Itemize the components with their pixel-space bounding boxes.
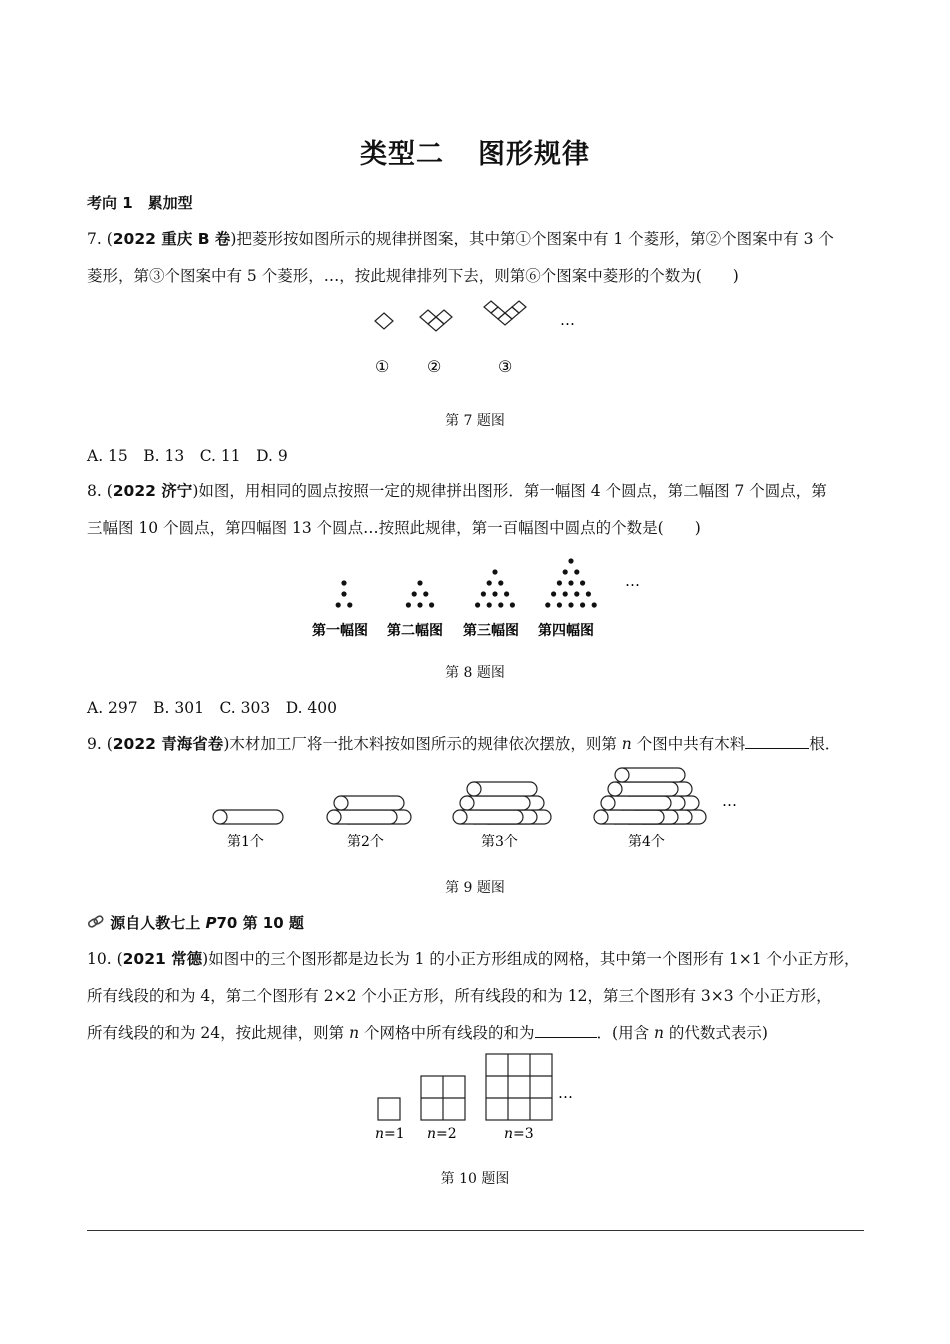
q7-caption: 第 7 题图: [445, 413, 505, 429]
dot: [475, 602, 480, 607]
q8-label-1: 第一幅图: [312, 623, 368, 639]
answer-blank[interactable]: [535, 1023, 597, 1038]
dot: [492, 591, 497, 596]
dot: [545, 602, 550, 607]
grid-2x2: [421, 1076, 465, 1120]
q7-line2: 菱形，第③个图案中有 5 个菱形，…，按此规律排列下去，则第⑥个图案中菱形的个数为( ): [87, 267, 739, 285]
q9-ellipsis: …: [722, 792, 737, 810]
q8-options: A. 297 B. 301 C. 303 D. 400: [87, 699, 338, 717]
dot: [412, 591, 417, 596]
q10-line3: 所有线段的和为 24，按此规律，则第 n 个网格中所有线段的和为 ．(用含 n 的代数式表示): [87, 1024, 768, 1042]
q9-figure: [205, 760, 750, 855]
dot: [563, 591, 568, 596]
log: [474, 782, 537, 796]
dot: [557, 602, 562, 607]
q10-line2: 所有线段的和为 4，第二个图形有 2×2 个小正方形，所有线段的和为 12，第三个图形有 3×3 个小正方形，: [87, 987, 832, 1005]
dot: [487, 580, 492, 585]
q7-label-3: ③: [498, 357, 513, 376]
dot: [574, 591, 579, 596]
grid-1x1: [378, 1098, 400, 1120]
svg-text:n=2: [427, 1126, 457, 1142]
log-end: [467, 782, 481, 796]
log: [608, 796, 671, 810]
dot: [592, 602, 597, 607]
dot: [417, 580, 422, 585]
svg-text:n=1: [375, 1126, 405, 1142]
log: [467, 796, 530, 810]
q8-label-3: 第三幅图: [463, 623, 519, 639]
dot: [580, 580, 585, 585]
q10-label-2: =2: [436, 1126, 457, 1142]
q8-label-2: 第二幅图: [387, 623, 443, 639]
log-end: [460, 796, 474, 810]
var-n: n: [427, 1126, 437, 1142]
section-heading: 考向 1 累加型: [87, 194, 193, 212]
log: [341, 796, 404, 810]
dot: [586, 591, 591, 596]
q10-figure: [370, 1050, 590, 1145]
q7-ellipsis: …: [560, 311, 575, 329]
q8-line2: 三幅图 10 个圆点，第四幅图 13 个圆点…按照此规律，第一百幅图中圆点的个数是( ): [87, 519, 701, 537]
dot: [492, 569, 497, 574]
q10-label-3: =3: [513, 1126, 534, 1142]
q7-label-1: ①: [375, 357, 390, 376]
q9-label-3: 第3个: [481, 834, 518, 850]
q10-line1: 10. (2021 常德)如图中的三个图形都是边长为 1 的小正方形组成的网格，其中第一个图形有 1×1 个小正方形，: [87, 950, 860, 968]
dot: [341, 580, 346, 585]
q7-line1: 7. (2022 重庆 B 卷)把菱形按如图所示的规律拼图案，其中第①个图案中有 1 个菱形，第②个图案中有 3 个: [87, 230, 834, 248]
footer-rule: [87, 1230, 864, 1231]
dot: [580, 602, 585, 607]
rhombus: [436, 310, 452, 324]
page-title: 类型二 图形规律: [360, 139, 590, 170]
log-end: [453, 810, 467, 824]
log: [220, 810, 283, 824]
log: [460, 810, 523, 824]
dot: [498, 580, 503, 585]
log-end: [615, 768, 629, 782]
dot: [487, 602, 492, 607]
dot: [481, 591, 486, 596]
link-icon: [87, 914, 105, 930]
dot: [574, 569, 579, 574]
q9-label-1: 第1个: [227, 834, 264, 850]
q8-ellipsis: …: [625, 572, 640, 590]
rhombus: [420, 310, 436, 324]
log-end: [601, 796, 615, 810]
log-end: [334, 796, 348, 810]
dot: [336, 602, 341, 607]
q7-label-2: ②: [427, 357, 442, 376]
grid-3x3: [486, 1054, 552, 1120]
dot: [557, 580, 562, 585]
log: [622, 768, 685, 782]
q7-options: A. 15 B. 13 C. 11 D. 9: [87, 447, 288, 465]
log: [334, 810, 397, 824]
dot: [406, 602, 411, 607]
log: [615, 782, 678, 796]
q10-caption: 第 10 题图: [440, 1171, 510, 1187]
rhombus: [512, 301, 526, 313]
dot: [568, 580, 573, 585]
q10-ellipsis: …: [558, 1084, 573, 1102]
dot: [423, 591, 428, 596]
log-end: [594, 810, 608, 824]
dot: [504, 591, 509, 596]
q10-label-1: =1: [384, 1126, 405, 1142]
log-end: [327, 810, 341, 824]
q8-figure: [305, 544, 650, 644]
dot: [429, 602, 434, 607]
dot: [510, 602, 515, 607]
dot: [498, 602, 503, 607]
rhombus: [491, 307, 505, 319]
source-note: 源自人教七上 P70 第 10 题: [87, 912, 304, 934]
dot: [347, 602, 352, 607]
dot: [551, 591, 556, 596]
dot: [568, 602, 573, 607]
var-n: n: [504, 1126, 514, 1142]
log: [601, 810, 664, 824]
q7-figure: [360, 296, 600, 380]
log-end: [608, 782, 622, 796]
rhombus: [428, 317, 444, 331]
q9-text: 9. (2022 青海省卷)木材加工厂将一批木料按如图所示的规律依次摆放，则第 n 个图中共有木料 根．: [87, 735, 841, 753]
rhombus: [498, 313, 512, 325]
var-n: n: [375, 1126, 385, 1142]
dot: [563, 569, 568, 574]
q8-line1: 8. (2022 济宁)如图，用相同的圆点按照一定的规律拼出图形．第一幅图 4 个圆点，第二幅图 7 个圆点，第: [87, 482, 827, 500]
rhombus: [484, 301, 498, 313]
rhombus: [505, 307, 519, 319]
q9-label-2: 第2个: [347, 834, 384, 850]
dot: [341, 591, 346, 596]
q8-caption: 第 8 题图: [445, 665, 505, 681]
q9-caption: 第 9 题图: [445, 880, 505, 896]
q8-label-4: 第四幅图: [538, 623, 594, 639]
svg-text:n=3: [504, 1126, 534, 1142]
dot: [568, 558, 573, 563]
rhombus: [375, 313, 393, 329]
dot: [417, 602, 422, 607]
q9-label-4: 第4个: [628, 834, 665, 850]
log-end: [213, 810, 227, 824]
answer-blank[interactable]: [745, 734, 809, 749]
